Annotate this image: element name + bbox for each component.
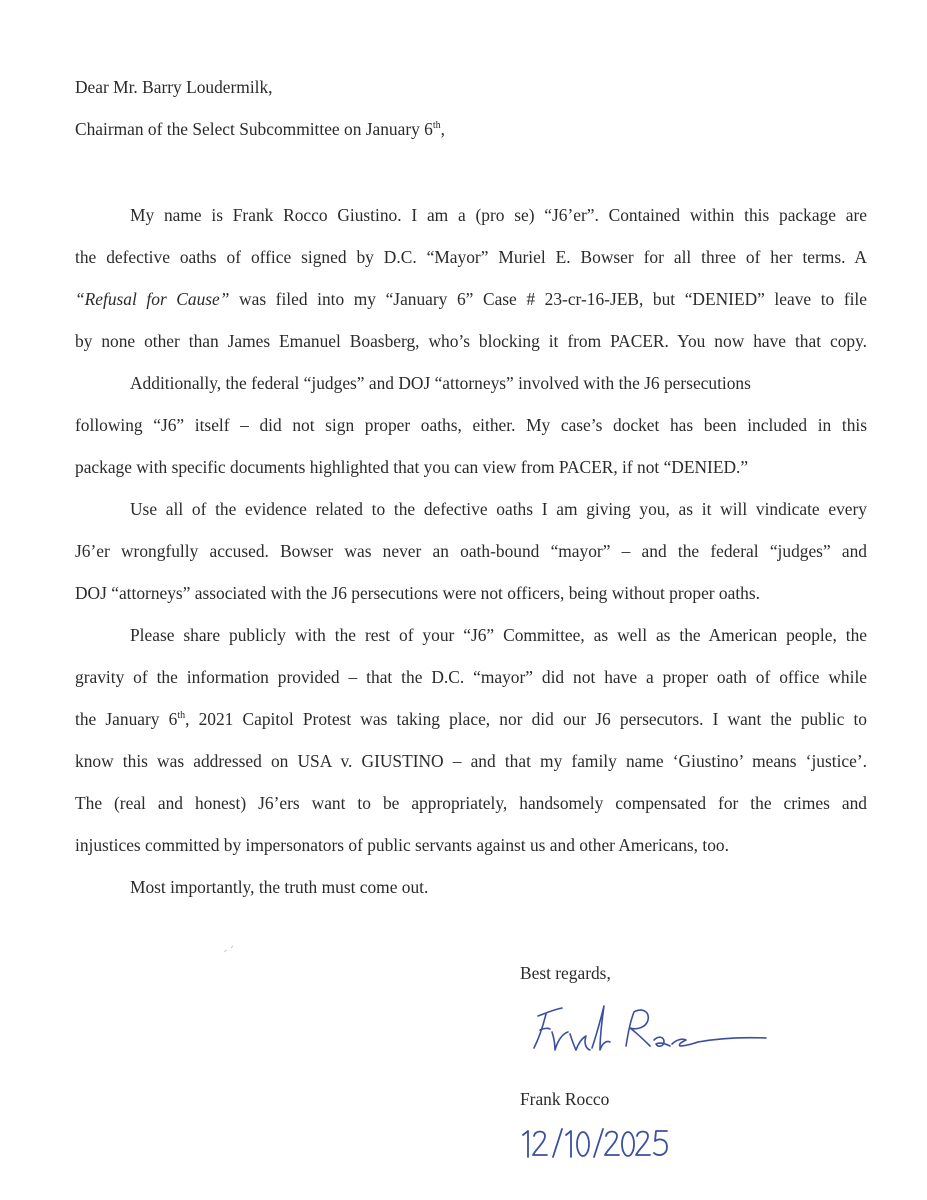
- para3-line2: J6’er wrongfully accused. Bowser was never an oath-bound “mayor” – and the federal “judges” and: [75, 541, 867, 561]
- para2-line3: package with specific documents highlighted that you can view from PACER, if not “DENIED.”: [75, 457, 749, 477]
- para4-line2: gravity of the information provided – that the D.C. “mayor” did not have a proper oath of office while: [75, 667, 867, 687]
- para1-line4: by none other than James Emanuel Boasberg, who’s blocking it from PACER. You now have that copy.: [75, 331, 867, 351]
- para3-line3: DOJ “attorneys” associated with the J6 persecutions were not officers, being without proper oaths.: [75, 583, 760, 603]
- para4-line3: [75, 708, 867, 730]
- signer-name: Frank Rocco: [520, 1089, 610, 1109]
- salutation-line: Dear Mr. Barry Loudermilk,: [75, 77, 273, 97]
- para1-line1: My name is Frank Rocco Giustino. I am a (pro se) “J6’er”. Contained within this package are: [130, 205, 867, 225]
- para4-line3-post: , 2021 Capitol Protest was taking place, nor did our J6 persecutors. I want the public to: [185, 709, 867, 729]
- chairman-line: [75, 118, 867, 140]
- para4-line3-pre: the January 6: [75, 709, 178, 729]
- para5-line1: Most importantly, the truth must come out.: [130, 877, 429, 897]
- para4-line4: know this was addressed on USA v. GIUSTINO – and that my family name ‘Giustino’ means ‘justice’.: [75, 751, 867, 771]
- para4-line5: The (real and honest) J6’ers want to be appropriately, handsomely compensated for the crimes and: [75, 793, 867, 813]
- para4-line6: injustices committed by impersonators of public servants against us and other Americans, too.: [75, 835, 729, 855]
- para1-line2: the defective oaths of office signed by D.C. “Mayor” Muriel E. Bowser for all three of her terms. A: [75, 247, 867, 267]
- paper-speck: [222, 944, 236, 954]
- para1-line3-rest: was filed into my “January 6” Case # 23-cr-16-JEB, but “DENIED” leave to file: [229, 289, 867, 309]
- para1-line3: [75, 288, 867, 310]
- para3-line1: Use all of the evidence related to the defective oaths I am giving you, as it will vindicate every: [130, 499, 867, 519]
- chairman-text: Chairman of the Select Subcommittee on January 6: [75, 119, 433, 139]
- chairman-comma: ,: [440, 119, 446, 139]
- chairman-sup: th: [432, 120, 441, 132]
- handwritten-signature: [530, 1000, 770, 1060]
- closing-regards: Best regards,: [520, 963, 611, 983]
- para4-line1: Please share publicly with the rest of your “J6” Committee, as well as the American people, the: [130, 625, 867, 645]
- para2-line1: Additionally, the federal “judges” and DOJ “attorneys” involved with the J6 persecutions: [130, 373, 751, 393]
- handwritten-date: [520, 1125, 670, 1165]
- para2-line2: following “J6” itself – did not sign proper oaths, either. My case’s docket has been included in this: [75, 415, 867, 435]
- refusal-for-cause: “Refusal for Cause”: [75, 289, 230, 309]
- para4-line3-sup: th: [177, 710, 186, 722]
